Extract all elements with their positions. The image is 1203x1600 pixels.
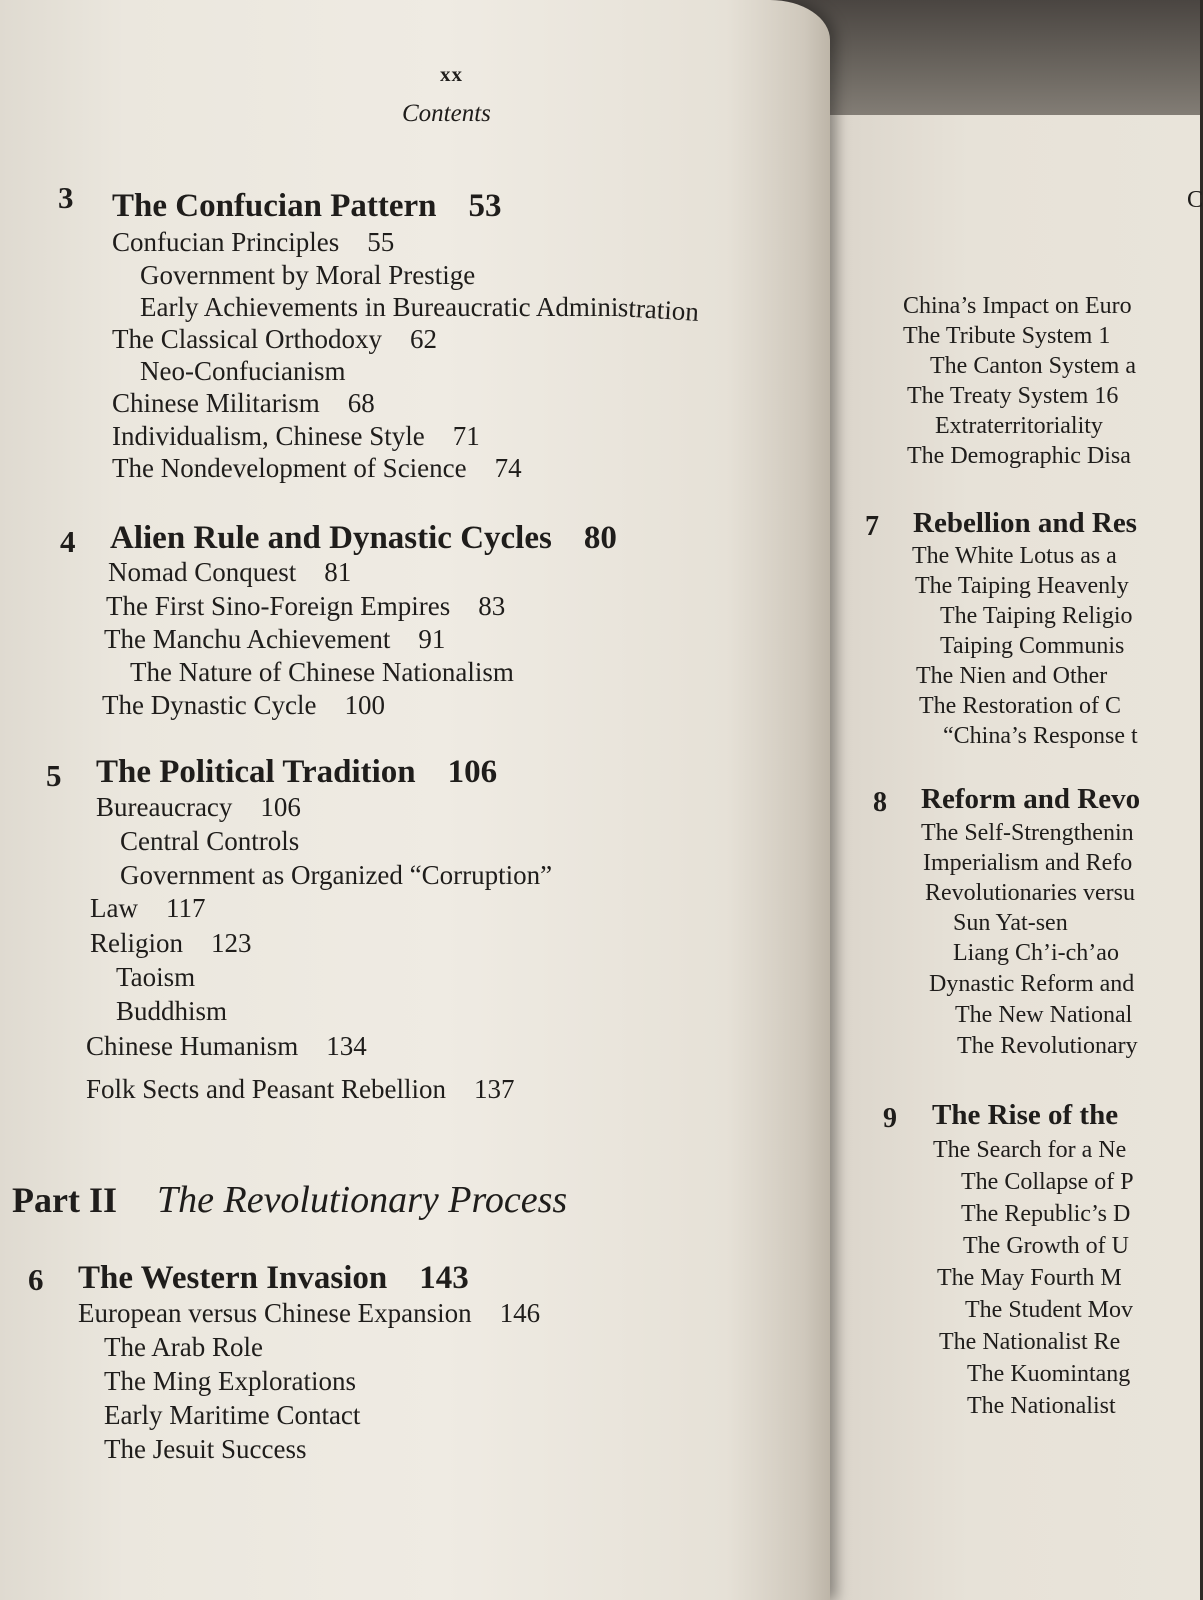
part-label: Part II (12, 1180, 117, 1220)
toc-line: The Self-Strengthenin (921, 820, 1134, 846)
toc-entry (108, 557, 351, 588)
chapter-heading (110, 520, 617, 557)
toc-line: Dynastic Reform and (929, 971, 1135, 997)
toc-line: Imperialism and Refo (923, 850, 1133, 876)
entry-page: 117 (165, 893, 206, 923)
toc-line: Extraterritoriality (935, 413, 1103, 439)
entry-title: Religion (90, 928, 183, 958)
entry-title: Early Achievements in Bureaucratic Admini (140, 292, 619, 322)
chapter-title: Alien Rule and Dynastic Cycles (110, 520, 552, 556)
toc-entry (96, 792, 301, 823)
chapter-title: The Confucian Pattern (112, 188, 437, 224)
entry-title: The Jesuit Success (104, 1434, 307, 1464)
toc-entry (116, 996, 227, 1027)
part-heading (12, 1178, 567, 1222)
chapter-number: 6 (28, 1262, 44, 1297)
chapter-title: Reform and Revo (921, 783, 1141, 815)
entry-title: The Arab Role (104, 1332, 263, 1362)
toc-line: The Nationalist Re (939, 1329, 1121, 1355)
toc-entry (140, 356, 345, 387)
entry-page: 123 (211, 928, 252, 958)
entry-page: 81 (324, 557, 352, 587)
toc-line: The May Fourth M (937, 1265, 1122, 1291)
toc-entry (90, 893, 205, 924)
toc-entry (104, 624, 445, 655)
chapter-title: The Political Tradition (96, 754, 416, 790)
entry-title: The Dynastic Cycle (102, 690, 317, 720)
chapter-title: Rebellion and Res (913, 507, 1137, 539)
chapter-page: 53 (468, 188, 502, 224)
toc-entry (104, 1332, 263, 1363)
toc-line: The Collapse of P (961, 1169, 1134, 1195)
entry-title: The Ming Explorations (104, 1366, 356, 1396)
part-title: The Revolutionary Process (156, 1179, 568, 1221)
entry-page: 74 (494, 453, 522, 483)
entry-page: 55 (367, 227, 395, 257)
toc-line: The Taiping Religio (940, 603, 1133, 629)
toc-line: “China’s Response t (943, 723, 1138, 749)
page-folio: xx (440, 62, 463, 86)
chapter-heading (96, 754, 497, 791)
toc-entry (90, 928, 252, 959)
entry-title: The Manchu Achievement (104, 624, 391, 654)
toc-line: The Search for a Ne (933, 1137, 1127, 1163)
toc-entry (130, 657, 514, 688)
entry-title: Nomad Conquest (108, 557, 297, 587)
entry-title: Early Maritime Contact (104, 1400, 361, 1430)
toc-entry (140, 292, 701, 327)
entry-title: Chinese Humanism (86, 1031, 299, 1061)
chapter-page: 106 (447, 754, 498, 790)
toc-entry (120, 860, 552, 891)
entry-title-curl: stration (617, 292, 701, 327)
toc-entry (112, 453, 522, 484)
toc-line: The Nien and Other (916, 663, 1108, 689)
entry-title: Neo-Confucianism (140, 356, 346, 386)
chapter-heading (78, 1260, 469, 1297)
toc-line: Revolutionaries versu (925, 880, 1135, 906)
toc-line: China’s Impact on Euro (903, 293, 1132, 319)
toc-entry (112, 227, 394, 258)
entry-title: The Classical Orthodoxy (112, 324, 382, 354)
entry-page: 100 (344, 690, 385, 720)
entry-title: Buddhism (116, 996, 228, 1026)
chapter-number: 8 (873, 787, 887, 818)
chapter-number: 7 (865, 511, 879, 542)
chapter-title: The Rise of the (932, 1099, 1119, 1131)
toc-entry (86, 1031, 367, 1062)
entry-page: 71 (452, 421, 480, 451)
entry-title: The Nondevelopment of Science (112, 453, 467, 483)
entry-title: The First Sino-Foreign Empires (106, 591, 451, 621)
entry-title: European versus Chinese Expansion (78, 1298, 472, 1328)
toc-line: The Kuomintang (967, 1361, 1131, 1387)
toc-line: The Taiping Heavenly (915, 573, 1129, 599)
toc-line: Sun Yat-sen (953, 910, 1068, 936)
chapter-heading (112, 188, 502, 225)
chapter-number: 3 (58, 180, 74, 215)
toc-entry (140, 260, 475, 291)
toc-entry (104, 1434, 306, 1465)
toc-line: The Growth of U (963, 1233, 1129, 1259)
toc-line: The Nationalist (967, 1393, 1116, 1419)
entry-title: Bureaucracy (96, 792, 233, 822)
toc-line: The New National (955, 1002, 1133, 1028)
toc-line: The Restoration of C (919, 693, 1121, 719)
entry-page: 83 (478, 591, 506, 621)
toc-entry (78, 1298, 540, 1329)
entry-title: Central Controls (120, 826, 300, 856)
toc-entry (116, 962, 195, 993)
toc-entry (104, 1400, 360, 1431)
entry-title: Government as Organized “Corruption” (120, 860, 553, 890)
toc-line: Taiping Communis (940, 633, 1125, 659)
entry-title: Law (90, 893, 138, 923)
entry-title: The Nature of Chinese Nationalism (130, 657, 514, 687)
toc-line: The Student Mov (965, 1297, 1133, 1323)
entry-page: 134 (326, 1031, 367, 1061)
chapter-page: 80 (583, 520, 617, 556)
toc-line: The Republic’s D (961, 1201, 1131, 1227)
entry-page: 146 (499, 1298, 541, 1328)
toc-line: The White Lotus as a (912, 543, 1117, 569)
entry-page: 91 (418, 624, 446, 654)
toc-line: Liang Ch’i-ch’ao (953, 940, 1119, 966)
chapter-number: 5 (46, 758, 62, 793)
toc-line: The Canton System a (930, 353, 1136, 379)
entry-title: Chinese Militarism (112, 388, 320, 418)
entry-page: 68 (347, 388, 375, 418)
chapter-number: 4 (60, 524, 76, 559)
toc-entry (112, 324, 437, 355)
toc-entry (102, 690, 385, 721)
entry-page: 62 (409, 324, 437, 354)
toc-line: The Tribute System 1 (903, 323, 1111, 349)
entry-title: Folk Sects and Peasant Rebellion (86, 1074, 446, 1104)
toc-line: The Treaty System 16 (907, 383, 1119, 409)
toc-entry (106, 591, 505, 622)
right-page (815, 115, 1203, 1600)
entry-page: 106 (260, 792, 301, 822)
running-head-fragment: C (1187, 187, 1203, 213)
toc-entry (112, 388, 375, 419)
toc-line: The Demographic Disa (907, 443, 1131, 469)
entry-title: Confucian Principles (112, 227, 340, 257)
toc-entry (120, 826, 299, 857)
toc-entry (86, 1074, 514, 1105)
toc-line: The Revolutionary (957, 1033, 1138, 1059)
toc-entry (112, 421, 480, 452)
entry-title: Government by Moral Prestige (140, 260, 476, 290)
chapter-page: 143 (419, 1260, 469, 1296)
entry-title: Individualism, Chinese Style (112, 421, 425, 451)
toc-entry (104, 1366, 356, 1397)
chapter-number: 9 (883, 1103, 897, 1134)
entry-title: Taoism (116, 962, 196, 992)
chapter-title: The Western Invasion (78, 1260, 388, 1296)
running-head: Contents (402, 100, 491, 127)
entry-page: 137 (473, 1074, 515, 1104)
